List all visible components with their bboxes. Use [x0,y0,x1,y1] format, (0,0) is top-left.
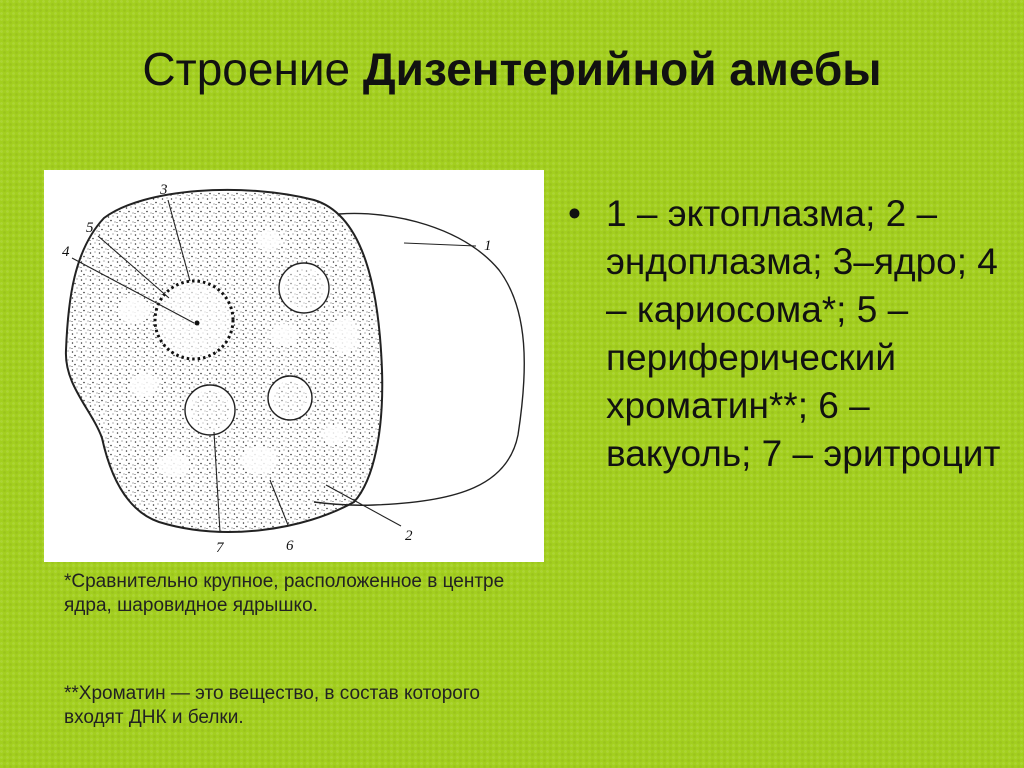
footnote-chromatin: **Хроматин — это вещество, в состав которого входят ДНК и белки. [64,683,480,728]
figure-label-1: 1 [484,238,492,254]
endoplasm-body [66,190,382,532]
legend-list [568,190,1008,478]
nucleus [155,281,233,359]
footnote-karyosome: *Сравнительно крупное, расположенное в центре ядра, шаровидное ядрышко. [64,571,505,616]
figure-label-3: 3 [160,182,168,198]
slide-title [80,40,944,98]
karyosome [195,321,200,326]
figure-label-4: 4 [62,244,70,260]
figure-label-7: 7 [216,540,224,556]
amoeba-figure [44,170,544,562]
figure-label-6: 6 [286,538,294,554]
figure-label-5: 5 [86,220,94,236]
title-bold: Дизентерийной амебы [362,43,882,95]
figure-label-2: 2 [405,528,413,544]
bullet-marker: • [568,193,581,234]
legend-text: 1 – эктоплазма; 2 – эндоплазма; 3–ядро; 4 – кариосома*; 5 – периферический хроматин**; 6 – вакуоль; 7 – эритроцит [606,193,1001,474]
title-regular: Строение [142,43,363,95]
legend-item [568,190,1008,478]
